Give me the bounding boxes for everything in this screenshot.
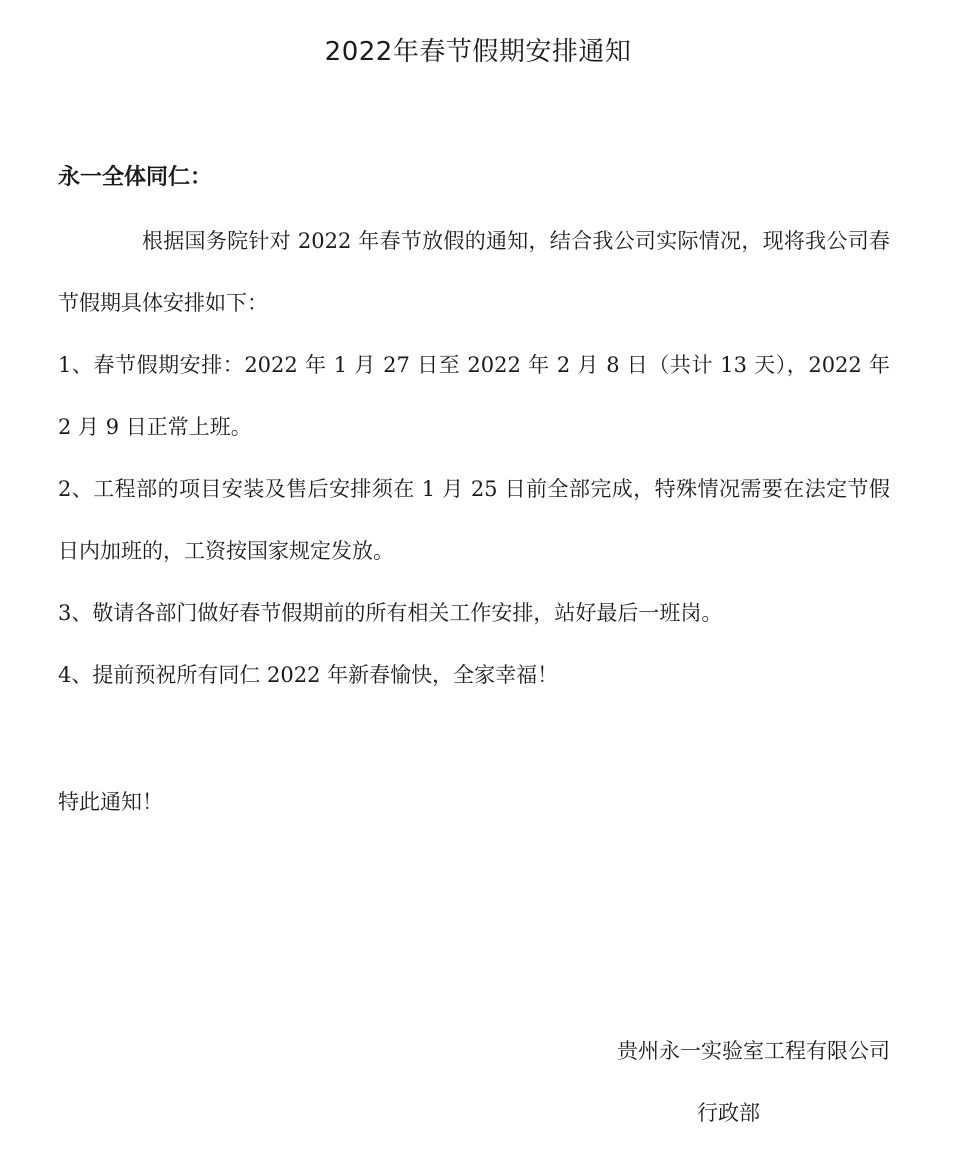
signature-department: 行政部 [697,1101,760,1125]
notice-body [58,210,890,706]
intro-paragraph: 根据国务院针对 2022 年春节放假的通知，结合我公司实际情况，现将我公司春节假期具体安排如下： [58,229,890,315]
signature-company: 贵州永一实验室工程有限公司 [617,1039,890,1063]
document-title: 2022年春节假期安排通知 [324,37,632,67]
list-item-1: 1、春节假期安排：2022 年 1 月 27 日至 2022 年 2 月 8 日（共计 13 天），2022 年 2 月 9 日正常上班。 [58,353,890,439]
list-item-2: 2、工程部的项目安装及售后安排须在 1 月 25 日前全部完成，特殊情况需要在法定节假日内加班的，工资按国家规定发放。 [58,477,890,563]
closing-line: 特此通知！ [58,790,163,814]
list-item-4: 4、提前预祝所有同仁 2022 年新春愉快，全家幸福！ [58,663,559,687]
salutation: 永一全体同仁： [58,165,213,190]
list-item-3: 3、敬请各部门做好春节假期前的所有相关工作安排，站好最后一班岗。 [58,601,723,625]
